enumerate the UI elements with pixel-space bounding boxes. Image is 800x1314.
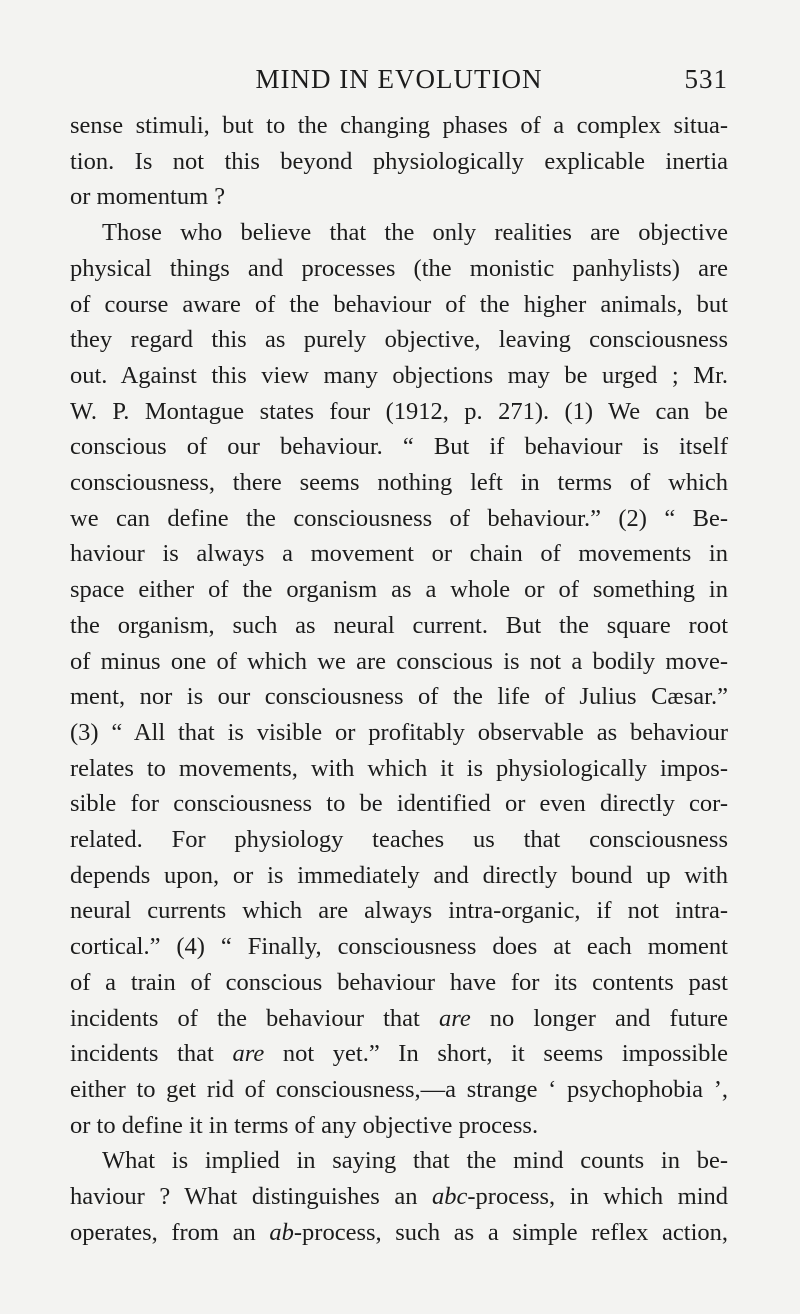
text-segment: operates, from an <box>70 1218 270 1246</box>
text-segment: not yet.” In short, it seems impossible <box>264 1040 728 1068</box>
text-segment: incidents of the behaviour that <box>70 1004 439 1032</box>
text-segment: (3) “ All that is visible or profitably observable as behaviour <box>70 718 728 746</box>
text-segment: or momentum ? <box>70 183 226 211</box>
text-line <box>70 465 728 501</box>
text-segment: the organism, such as neural current. But the square root <box>70 611 728 639</box>
text-segment: ment, nor is our consciousness of the life of Julius Cæsar.” <box>70 683 728 711</box>
text-line <box>70 251 728 287</box>
running-head <box>70 64 728 100</box>
text-line <box>70 108 728 144</box>
text-line <box>70 287 728 323</box>
text-segment: either to get rid of consciousness,—a strange ‘ psychophobia ’, <box>70 1075 728 1103</box>
text-segment: depends upon, or is immediately and directly bound up with <box>70 861 728 889</box>
text-segment: physical things and processes (the monistic panhylists) are <box>70 254 728 282</box>
text-segment: sense stimuli, but to the changing phases of a complex situa- <box>70 112 728 139</box>
text-segment: W. P. Montague states four (1912, p. 271). (1) We can be <box>70 397 728 425</box>
text-line <box>70 429 728 465</box>
text-line <box>70 215 728 251</box>
text-line <box>70 1215 728 1251</box>
text-segment: they regard this as purely objective, leaving consciousness <box>70 326 728 354</box>
text-line <box>70 1143 728 1179</box>
text-segment: haviour ? What distinguishes an <box>70 1183 433 1211</box>
text-line <box>70 644 728 680</box>
body-text <box>70 108 728 1251</box>
text-line <box>70 751 728 787</box>
text-segment: of course aware of the behaviour of the higher animals, but <box>70 290 728 318</box>
text-line <box>70 572 728 608</box>
text-line <box>70 144 728 180</box>
text-segment: of minus one of which we are conscious is not a bodily move- <box>70 647 728 675</box>
text-segment: sible for consciousness to be identified or even directly cor- <box>70 790 728 818</box>
italic-term: ab <box>269 1218 294 1246</box>
text-segment: -process, such as a simple reflex action, <box>293 1218 728 1246</box>
text-line <box>70 608 728 644</box>
text-segment: tion. Is not this beyond physiologically explicable inertia <box>70 147 728 175</box>
text-line <box>70 679 728 715</box>
text-segment: haviour is always a movement or chain of movements in <box>70 540 728 568</box>
text-segment: related. For physiology teaches us that consciousness <box>70 826 728 854</box>
text-segment: What is implied in saying that the mind counts in be- <box>102 1147 728 1175</box>
text-segment: consciousness, there seems nothing left in terms of which <box>70 469 728 497</box>
text-segment: we can define the consciousness of behaviour.” (2) “ Be- <box>70 504 728 532</box>
page-number: 531 <box>684 64 728 94</box>
text-segment: incidents that <box>70 1040 233 1068</box>
text-line <box>70 929 728 965</box>
text-segment: cortical.” (4) “ Finally, consciousness does at each moment <box>70 933 728 961</box>
text-segment: out. Against this view many objections may be urged ; Mr. <box>70 361 728 389</box>
running-title: MIND IN EVOLUTION <box>255 64 543 94</box>
text-line <box>70 965 728 1001</box>
text-line <box>70 1179 728 1215</box>
text-line <box>70 715 728 751</box>
text-line <box>70 536 728 572</box>
text-line <box>70 322 728 358</box>
text-segment: or to define it in terms of any objective process. <box>70 1111 539 1139</box>
text-line <box>70 786 728 822</box>
text-segment: neural currents which are always intra-organic, if not intra- <box>70 897 728 925</box>
text-segment: -process, in which mind <box>467 1183 729 1211</box>
text-segment: Those who believe that the only realities are objective <box>102 219 728 247</box>
text-segment: conscious of our behaviour. “ But if behaviour is itself <box>70 433 728 461</box>
text-segment: no longer and future <box>470 1004 728 1032</box>
text-segment: space either of the organism as a whole or of something in <box>70 576 728 604</box>
italic-term: are <box>438 1004 471 1032</box>
text-line <box>70 822 728 858</box>
text-line <box>70 501 728 537</box>
text-line <box>70 1001 728 1037</box>
text-line <box>70 858 728 894</box>
text-segment: relates to movements, with which it is physiologically impos- <box>70 754 728 782</box>
text-line <box>70 1108 728 1144</box>
italic-term: are <box>232 1040 265 1068</box>
text-line <box>70 358 728 394</box>
text-line <box>70 179 728 215</box>
text-line <box>70 1072 728 1108</box>
text-line <box>70 1036 728 1072</box>
text-line <box>70 893 728 929</box>
text-segment: of a train of conscious behaviour have for its contents past <box>70 968 728 996</box>
text-line <box>70 394 728 430</box>
italic-term: abc <box>432 1183 468 1211</box>
